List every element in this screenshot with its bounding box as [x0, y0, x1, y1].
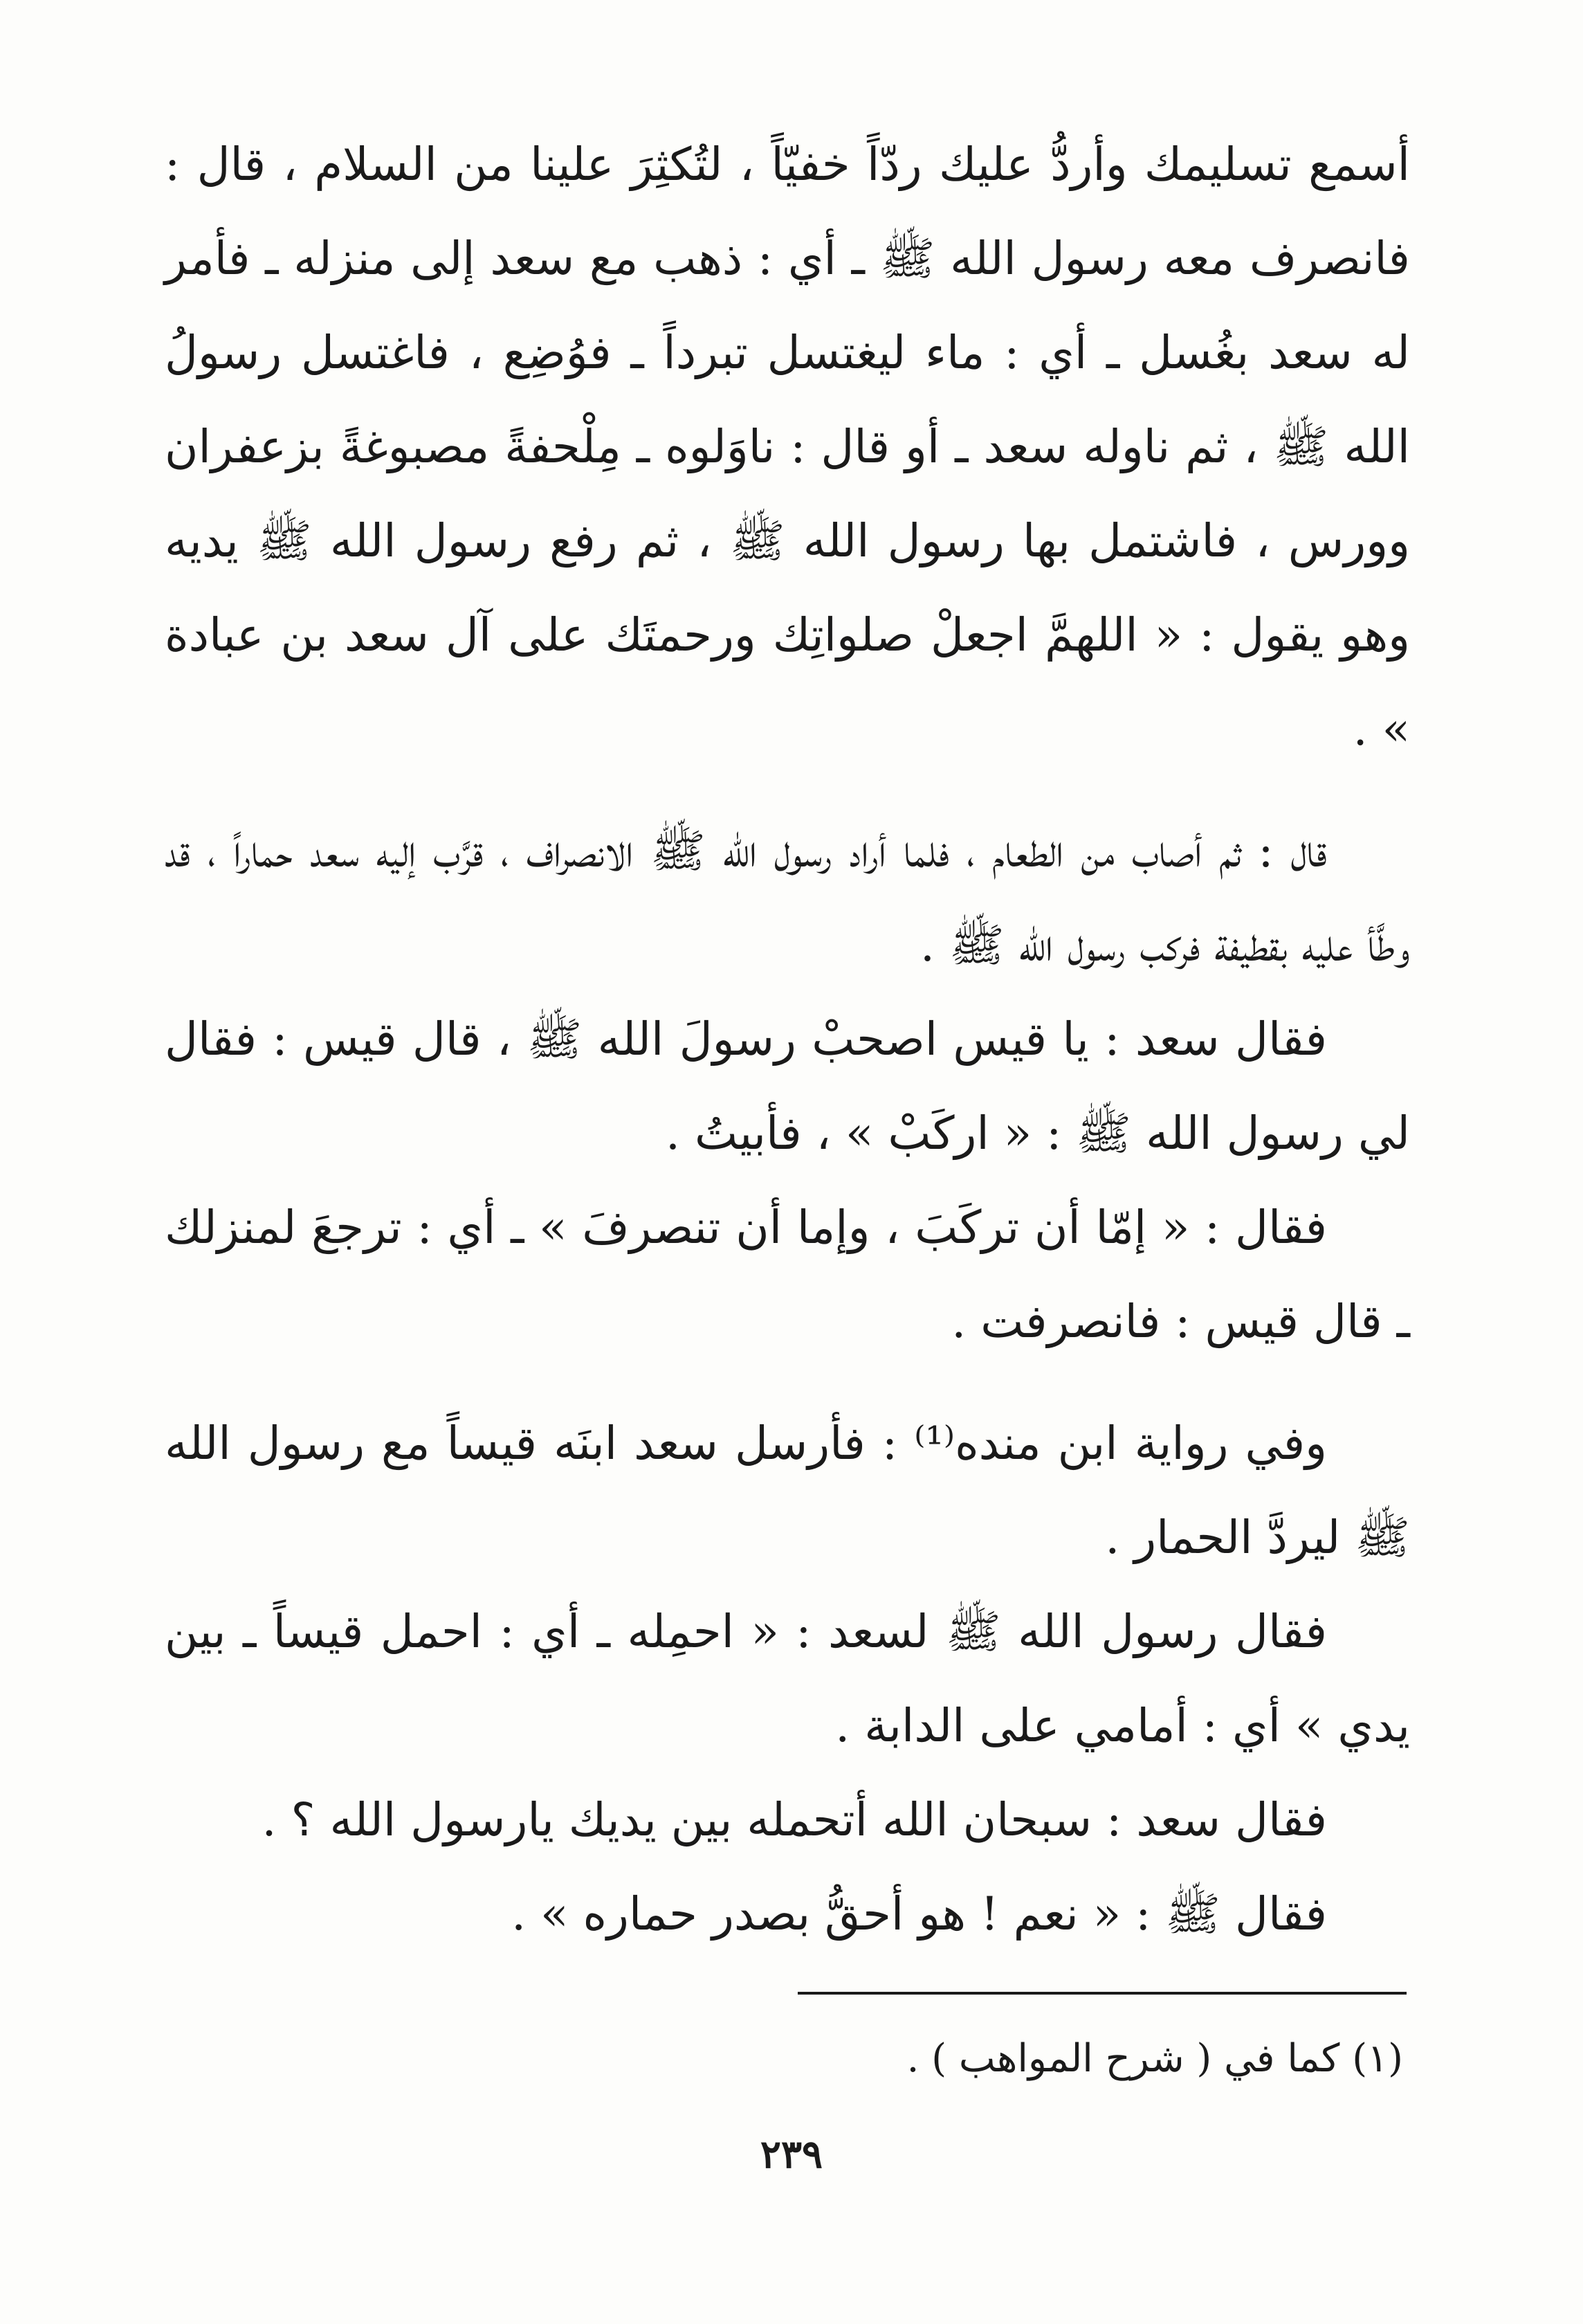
paragraph-1: أسمع تسليمك وأردُّ عليك ردّاً خفيّاً ، لتُكثِرَ علينا من السلام ، قال : فانصرف معه رسول الله ﷺ ـ أي : ذهب مع سعد إلى منزله ـ فأمر له سعد بغُسل ـ أي : ماء ليغتسل تبرداً ـ فوُضِع ، فاغتسل رسولُ الله ﷺ ، ثم ناوله سعد ـ أو قال : ناوَلوه ـ مِلْحفةً مصبوغةً بزعفران وورس ، فاشتمل بها رسول الله ﷺ ، ثم رفع رسول الله ﷺ يديه وهو يقول : « اللهمَّ اجعلْ صلواتِك ورحمتَك على آل سعد بن عبادة » .: [165, 138, 1410, 756]
footnote: (١) كما في ( شرح المواهب ) .: [906, 2036, 1403, 2081]
paragraph-7: فقال سعد : سبحان الله أتحمله بين يديك يارسول الله ؟ .: [262, 1793, 1327, 1846]
paragraph-5: وفي رواية ابن منده⁽¹⁾ : فأرسل سعد ابنَه قيساً مع رسول الله ﷺ ليردَّ الحمار .: [165, 1417, 1410, 1564]
paragraph-4: فقال : « إمّا أن تركَبَ ، وإما أن تنصرفَ » ـ أي : ترجعَ لمنزلك ـ قال قيس : فانصرفت .: [165, 1201, 1410, 1348]
page-number: ٢٣٩: [760, 2132, 823, 2177]
paragraph-2: قال : ثم أصاب من الطعام ، فلما أراد رسول الله ﷺ الانصراف ، قرَّب إليه سعد حماراً ، قد وطَّأ عليه بقطيفة فركب رسول الله ﷺ .: [165, 824, 1410, 972]
main-text: [165, 118, 1410, 1961]
paragraph-6: فقال رسول الله ﷺ لسعد : « احمِله ـ أي : احمل قيساً ـ بين يدي » أي : أمامي على الدابة .: [165, 1605, 1410, 1752]
footnote-divider: [798, 1992, 1407, 1995]
paragraph-8: فقال ﷺ : « نعم ! هو أحقُّ بصدر حماره » .: [511, 1887, 1327, 1941]
paragraph-3: فقال سعد : يا قيس اصحبْ رسولَ الله ﷺ ، قال قيس : فقال لي رسول الله ﷺ : « اركَبْ » ، فأبيتُ .: [165, 1013, 1410, 1160]
